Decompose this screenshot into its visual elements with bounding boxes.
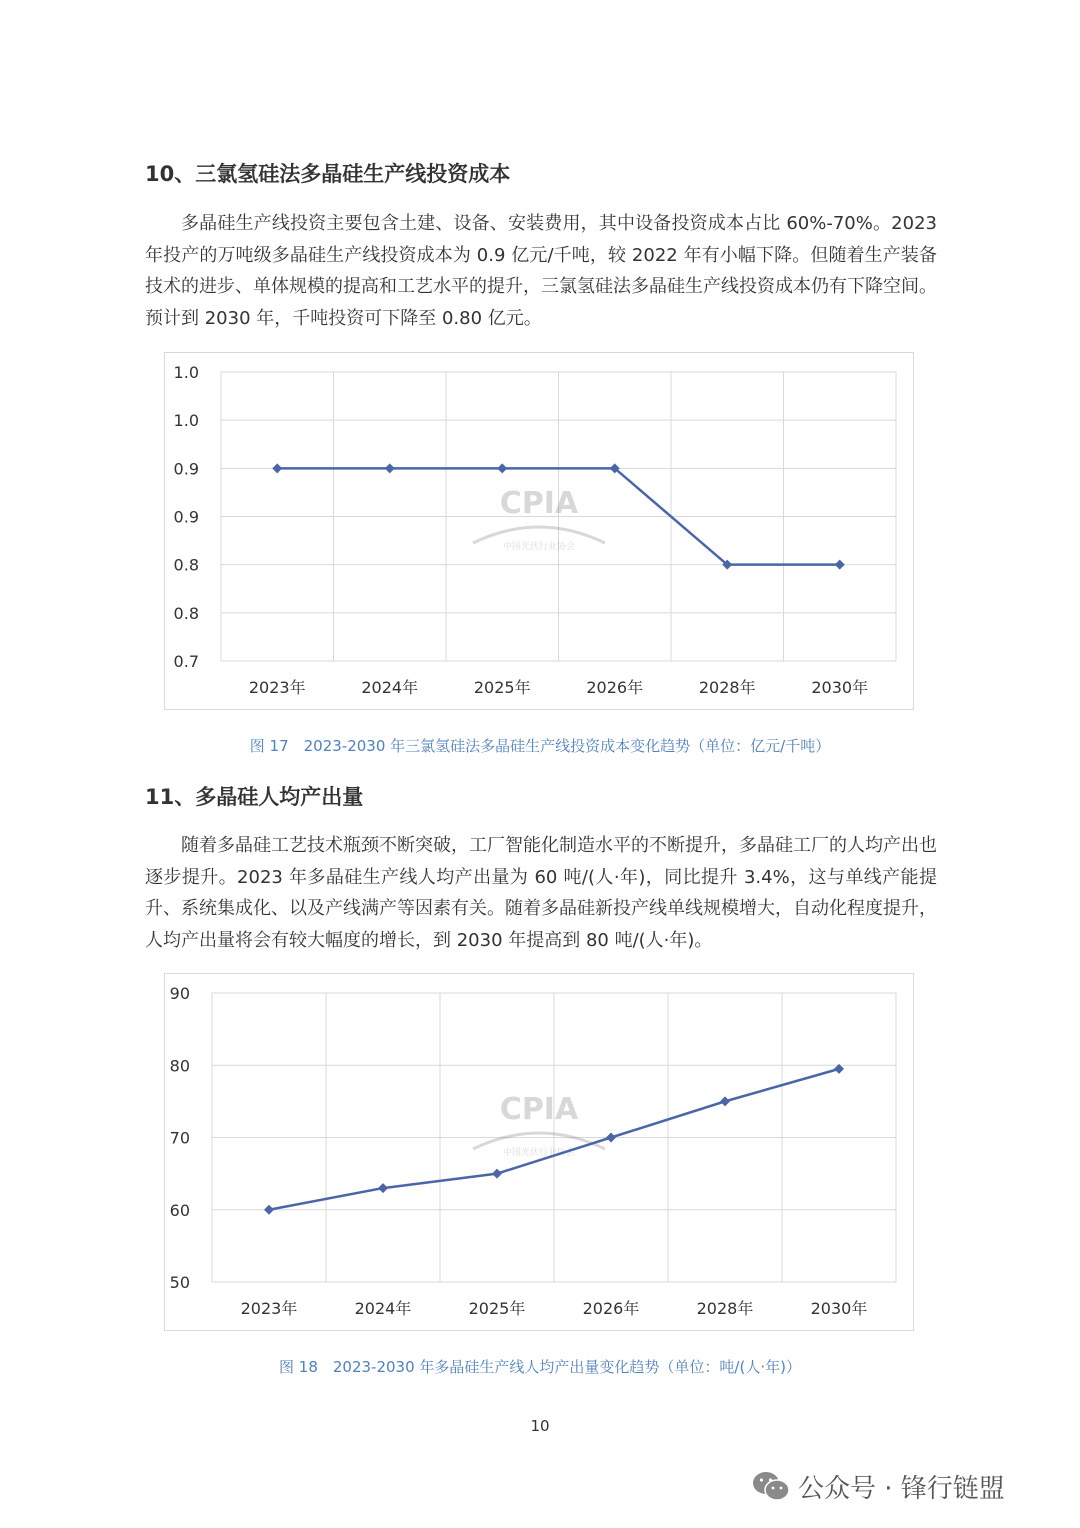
section10-paragraph: 多晶硅生产线投资主要包含土建、设备、安装费用，其中设备投资成本占比 60%-70%。2023 年投产的万吨级多晶硅生产线投资成本为 0.9 亿元/千吨，较 2022 年有小幅下降。但随着生产装备技术的进步、单体规模的提高和工艺水平的提升，三氯氢硅法多晶硅生产线投资成本仍有下降空间。预计到 2030 年，千吨投资可下降至 0.80 亿元。 (145, 213, 937, 329)
x-tick-label: 2026年 (582, 1299, 640, 1318)
data-point-marker (720, 1096, 730, 1106)
x-tick-label: 2023年 (248, 678, 306, 697)
y-tick-label: 0.8 (173, 555, 199, 575)
data-point-marker (378, 1183, 388, 1193)
figure17-caption: 图 17 2023-2030 年三氯氢硅法多晶硅生产线投资成本变化趋势（单位：亿元/千吨） (249, 737, 831, 755)
y-tick-label: 1.0 (173, 363, 199, 382)
x-tick-label: 2030年 (811, 678, 869, 697)
x-tick-label: 2025年 (468, 1299, 526, 1318)
chart-per-capita-output (164, 973, 914, 1331)
x-tick-label: 2028年 (696, 1299, 754, 1318)
section11-heading: 11、多晶硅人均产出量 (145, 785, 364, 809)
y-tick-label: 0.7 (173, 652, 199, 671)
chart-investment-cost (164, 352, 914, 710)
data-point-marker (272, 463, 282, 473)
watermark-org: 中国光伏行业协会 (502, 542, 576, 552)
y-tick-label: 80 (169, 1056, 190, 1076)
chart-investment-cost-svg (165, 353, 915, 711)
y-tick-label: 60 (169, 1200, 190, 1220)
chart-per-capita-output-svg (165, 974, 915, 1332)
y-tick-label: 0.8 (173, 603, 199, 623)
x-tick-label: 2025年 (473, 678, 531, 697)
data-point-marker (385, 463, 395, 473)
y-tick-label: 1.0 (173, 411, 199, 431)
y-tick-label: 90 (169, 984, 190, 1003)
cpia-watermark (473, 1092, 605, 1158)
data-point-marker (264, 1205, 274, 1215)
y-tick-label: 0.9 (173, 507, 199, 527)
y-tick-label: 70 (169, 1128, 190, 1148)
data-point-marker (835, 560, 845, 570)
x-tick-label: 2023年 (240, 1299, 298, 1318)
watermark-arc (473, 527, 605, 543)
x-tick-label: 2024年 (354, 1299, 412, 1318)
x-tick-label: 2024年 (361, 678, 419, 697)
data-point-marker (497, 463, 507, 473)
x-tick-label: 2026年 (586, 678, 644, 697)
y-tick-label: 0.9 (173, 459, 199, 479)
figure18-caption: 图 18 2023-2030 年多晶硅生产线人均产出量变化趋势（单位：吨/(人·年)） (279, 1358, 801, 1376)
watermark-logo: CPIA (499, 486, 579, 521)
x-tick-label: 2028年 (698, 678, 756, 697)
data-point-marker (492, 1169, 502, 1179)
footer-account (752, 1466, 1005, 1506)
footer-text: 公众号 · 锋行链盟 (798, 1473, 1005, 1504)
section10-heading: 10、三氯氢硅法多晶硅生产线投资成本 (145, 162, 511, 186)
y-tick-label: 50 (169, 1273, 190, 1292)
data-point-marker (606, 1133, 616, 1143)
section11-paragraph: 随着多晶硅工艺技术瓶颈不断突破，工厂智能化制造水平的不断提升，多晶硅工厂的人均产出也逐步提升。2023 年多晶硅生产线人均产出量为 60 吨/(人·年)，同比提升 3.4%，这与单线产能提升、系统集成化、以及产线满产等因素有关。随着多晶硅新投产线单线规模增大，自动化程度提升，人均产出量将会有较大幅度的增长，到 2030 年提高到 80 吨/(人·年)。 (145, 835, 937, 951)
watermark-logo: CPIA (499, 1092, 579, 1127)
x-tick-label: 2030年 (810, 1299, 868, 1318)
watermark-org: 中国光伏行业协会 (502, 1148, 576, 1158)
page-number: 10 (530, 1417, 550, 1435)
wechat-icon (752, 1470, 790, 1502)
cpia-watermark (473, 486, 605, 552)
